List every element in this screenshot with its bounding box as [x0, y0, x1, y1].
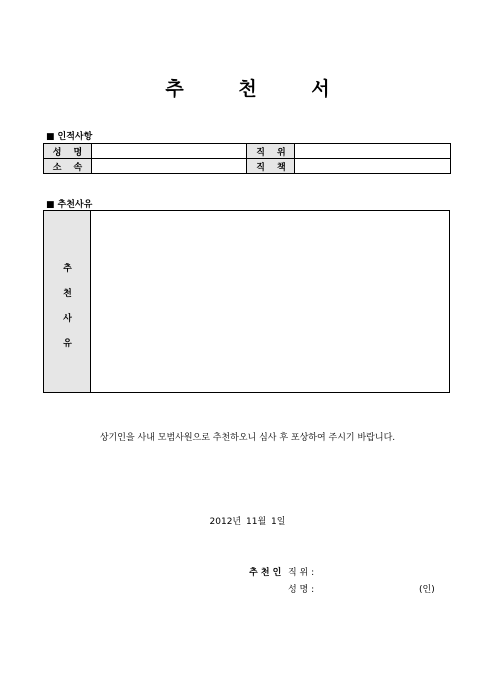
reason-content-field[interactable]: [91, 211, 449, 392]
department-label: 소 속: [44, 159, 92, 174]
personal-heading-text: 인적사항: [57, 132, 93, 142]
date-month: 11월: [246, 517, 267, 527]
square-bullet-icon: ■: [46, 200, 55, 210]
recommender-position-label: 직 위 :: [288, 568, 315, 578]
document-title: [0, 74, 495, 101]
duty-field[interactable]: [295, 159, 451, 174]
reason-label: [44, 211, 91, 392]
duty-label: 직 책: [247, 159, 295, 174]
recommender-name-label: 성 명 :: [288, 585, 315, 595]
title-char: 서: [311, 78, 330, 100]
date-year: 2012년: [209, 517, 242, 527]
recommender-label: 추 천 인: [249, 568, 282, 578]
title-char: 천: [238, 78, 257, 100]
reason-label-char: 사: [63, 314, 72, 324]
reason-label-char: 천: [63, 289, 72, 299]
name-label: 성 명: [44, 144, 92, 159]
department-field[interactable]: [91, 159, 247, 174]
reason-label-char: 유: [63, 339, 72, 349]
reason-box: [43, 210, 450, 393]
title-char: 추: [165, 78, 184, 100]
reason-section-heading: [46, 197, 92, 210]
position-field[interactable]: [295, 144, 451, 159]
position-label: 직 위: [247, 144, 295, 159]
personal-info-table: [43, 143, 451, 174]
personal-section-heading: [46, 129, 92, 142]
table-row: [44, 159, 451, 174]
recommendation-statement: 상기인을 사내 모범사원으로 추천하오니 심사 후 포상하여 주시기 바랍니다.: [99, 433, 396, 443]
date-day: 1일: [271, 517, 286, 527]
document-date: [0, 514, 495, 527]
square-bullet-icon: ■: [46, 132, 55, 142]
name-field[interactable]: [91, 144, 247, 159]
reason-heading-text: 추천사유: [57, 200, 93, 210]
reason-label-char: 추: [63, 264, 72, 274]
seal-mark: (인): [419, 585, 435, 595]
table-row: [44, 144, 451, 159]
